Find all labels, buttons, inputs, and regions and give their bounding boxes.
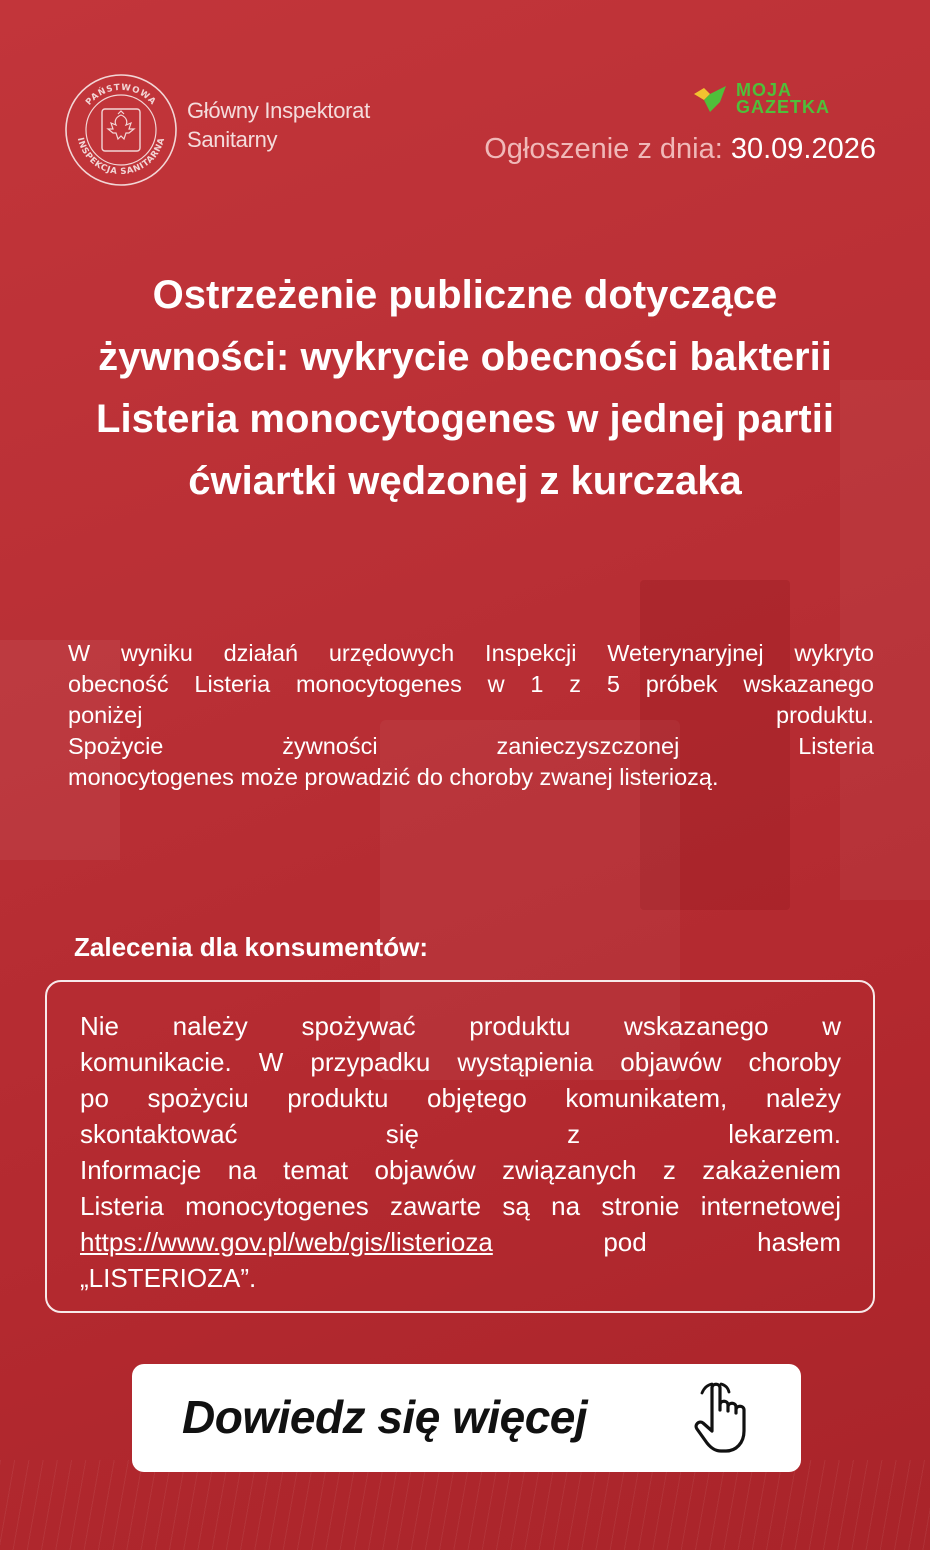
gis-listerioza-link[interactable]: https://www.gov.pl/web/gis/listerioza [80,1227,493,1257]
intro-line: poniżej produktu. [68,702,874,728]
seal-bottom-text: INSPEKCJA SANITARNA [74,136,168,178]
recommendation-line: skontaktować się z lekarzem. [80,1119,841,1149]
agency-name-line: Główny Inspektorat [187,98,370,123]
recommendation-line: komunikacie. W przypadku wystąpienia objawów choroby [80,1047,841,1077]
intro-line: monocytogenes może prowadzić do choroby zwanej listeriozą. [68,764,719,790]
brand-text [736,82,830,116]
learn-more-label: Dowiedz się więcej [182,1391,588,1443]
recommendation-line: Listeria monocytogenes zawarte są na stronie internetowej [80,1191,841,1221]
brand-line: GAZETKA [736,97,830,117]
page-title: Ostrzeżenie publiczne dotyczące żywności: wykrycie obecności bakterii Listeria monocytogenes w jednej partii ćwiartki wędzonej z kurczaka [96,273,834,503]
recommendations-text [80,1008,841,1296]
recommendation-line: Nie należy spożywać produktu wskazanego w [80,1011,841,1041]
intro-line: Spożycie żywności zanieczyszczonej Listeria [68,733,874,759]
moja-gazetka-logo [692,80,878,120]
intro-line: W wyniku działań urzędowych Inspekcji Weterynaryjnej wykryto [68,640,874,666]
recommendations-title: Zalecenia dla konsumentów: [74,932,428,962]
recommendation-line: Informacje na temat objawów związanych z zakażeniem [80,1155,841,1185]
pointing-hand-icon [690,1379,756,1457]
seal-top-text: PAŃSTWOWA [84,82,158,108]
announcement-date [484,133,876,166]
recommendation-link-line [80,1224,841,1260]
link-suffix: pod hasłem [603,1227,841,1257]
gis-seal-logo [64,73,178,187]
agency-name [187,96,370,154]
date-value: 30.09.2026 [730,133,876,165]
agency-name-line: Sanitarny [187,127,278,152]
recommendation-line: po spożyciu produktu objętego komunikatem, należy [80,1083,841,1113]
date-label: Ogłoszenie z dnia: [484,133,723,165]
recommendation-line: „LISTERIOZA”. [80,1263,257,1293]
brand-mark-icon [692,84,728,114]
recommendations-box [45,980,875,1313]
brand-line: MOJA [736,80,793,100]
intro-paragraph [68,638,874,793]
background-pattern [0,1460,930,1550]
polish-eagle-icon [102,109,140,151]
learn-more-button[interactable] [132,1364,801,1472]
intro-line: obecność Listeria monocytogenes w 1 z 5 próbek wskazanego [68,671,874,697]
